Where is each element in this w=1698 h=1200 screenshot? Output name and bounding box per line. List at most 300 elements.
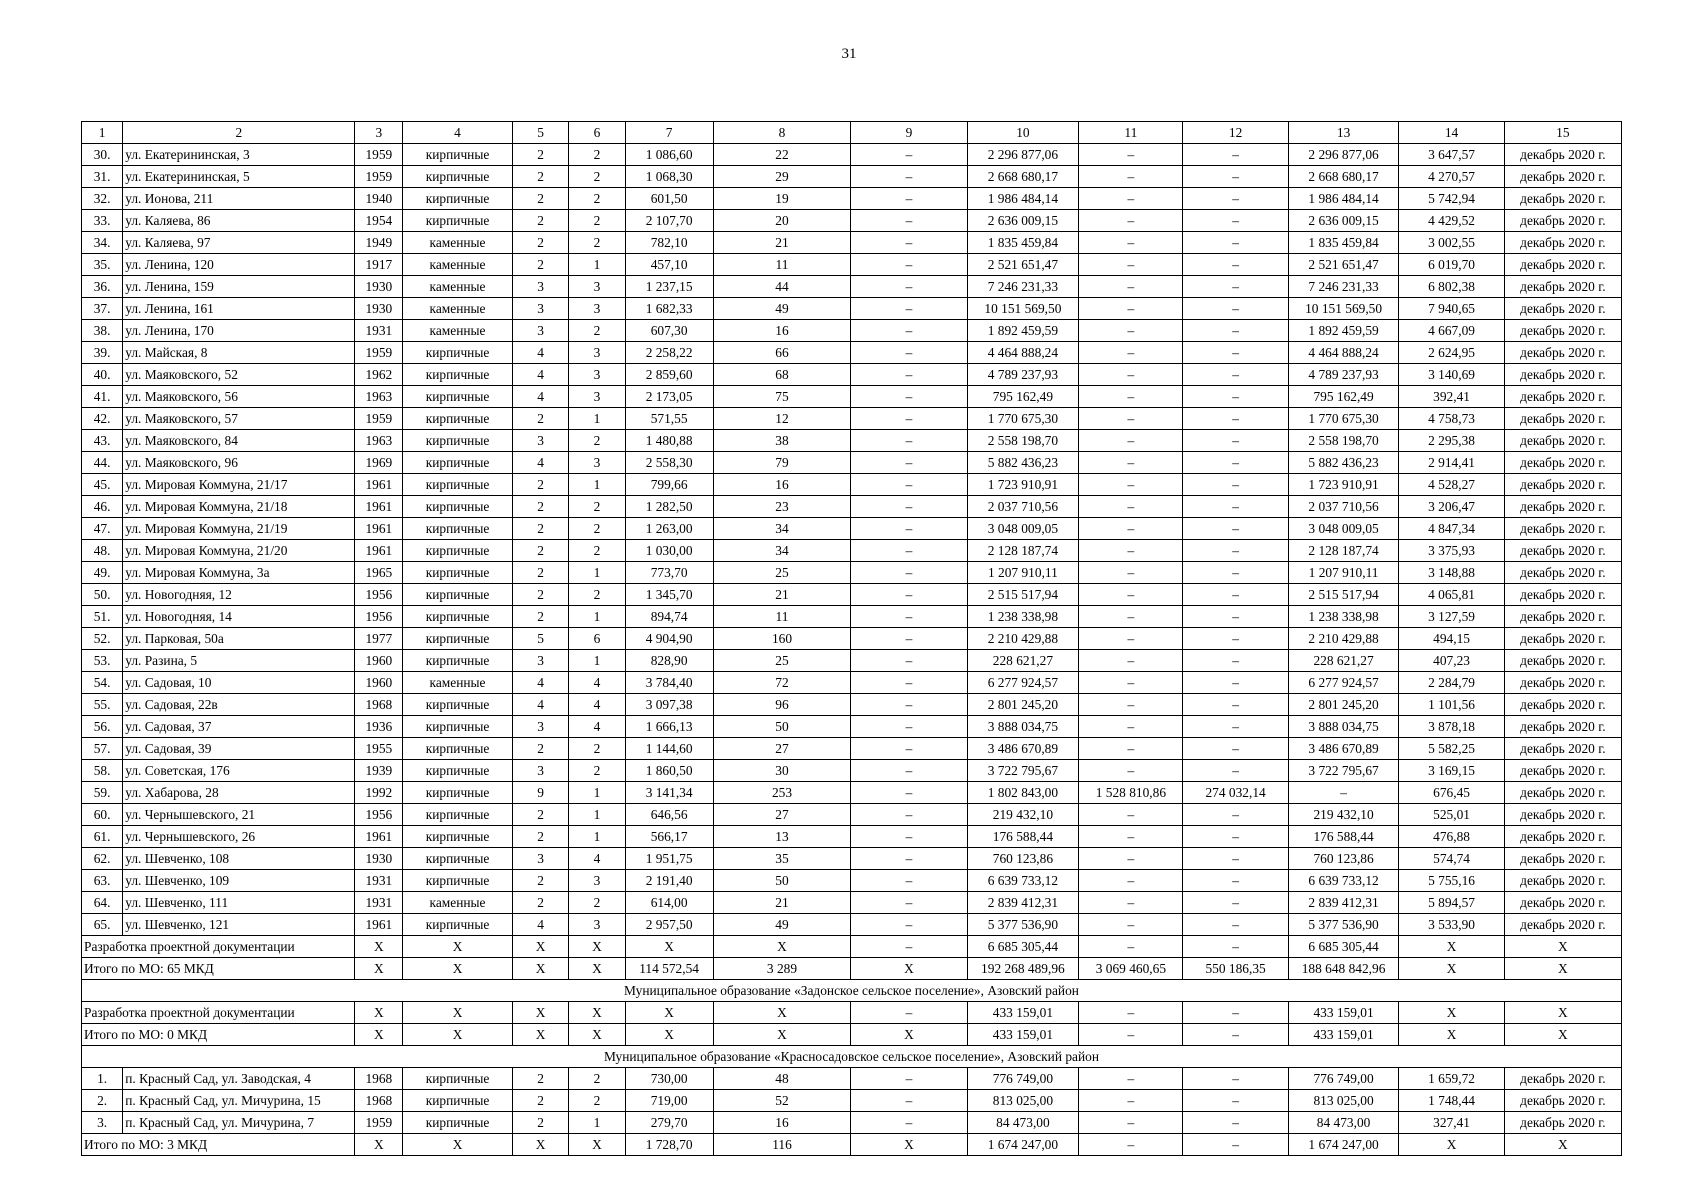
summary-row xyxy=(82,958,1622,980)
table-cell: 3 xyxy=(512,650,568,672)
table-cell: кирпичные xyxy=(403,650,513,672)
table-cell: 1956 xyxy=(355,804,403,826)
table-cell: 19 xyxy=(713,188,851,210)
table-cell: X xyxy=(1504,936,1621,958)
table-cell: – xyxy=(1079,144,1183,166)
summary-row xyxy=(82,1002,1622,1024)
table-cell: 3 xyxy=(569,276,625,298)
table-cell: 566,17 xyxy=(625,826,713,848)
table-cell: – xyxy=(1079,364,1183,386)
table-cell: – xyxy=(1079,452,1183,474)
table-cell: 776 749,00 xyxy=(967,1068,1079,1090)
table-cell: кирпичные xyxy=(403,870,513,892)
table-cell: 5 377 536,90 xyxy=(1288,914,1399,936)
table-cell: 3 xyxy=(512,760,568,782)
table-cell: 12 xyxy=(713,408,851,430)
table-cell: 2 xyxy=(569,430,625,452)
table-cell: 2 914,41 xyxy=(1399,452,1504,474)
row-number: 32. xyxy=(82,188,123,210)
table-cell: X xyxy=(625,1002,713,1024)
table-row xyxy=(82,826,1622,848)
row-number: 39. xyxy=(82,342,123,364)
summary-row xyxy=(82,1024,1622,1046)
table-cell: кирпичные xyxy=(403,782,513,804)
table-cell: 2 107,70 xyxy=(625,210,713,232)
address-cell: ул. Екатерининская, 5 xyxy=(123,166,355,188)
table-cell: 2 xyxy=(569,518,625,540)
row-number: 41. xyxy=(82,386,123,408)
table-cell: 2 128 187,74 xyxy=(1288,540,1399,562)
table-cell: 1968 xyxy=(355,1090,403,1112)
table-cell: 1 207 910,11 xyxy=(1288,562,1399,584)
row-number: 33. xyxy=(82,210,123,232)
table-cell: 782,10 xyxy=(625,232,713,254)
table-cell: 96 xyxy=(713,694,851,716)
table-cell: – xyxy=(851,408,967,430)
table-cell: – xyxy=(851,166,967,188)
table-cell: декабрь 2020 г. xyxy=(1504,430,1621,452)
table-cell: – xyxy=(1183,408,1288,430)
table-cell: 4 xyxy=(512,364,568,386)
table-cell: – xyxy=(851,738,967,760)
table-cell: 2 668 680,17 xyxy=(1288,166,1399,188)
table-cell: 5 882 436,23 xyxy=(967,452,1079,474)
table-cell: – xyxy=(851,1002,967,1024)
table-cell: 35 xyxy=(713,848,851,870)
table-cell: – xyxy=(851,562,967,584)
table-cell: 1965 xyxy=(355,562,403,584)
table-cell: 2 xyxy=(512,1112,568,1134)
table-cell: 10 151 569,50 xyxy=(967,298,1079,320)
table-cell: 3 486 670,89 xyxy=(1288,738,1399,760)
table-cell: 2 xyxy=(512,144,568,166)
table-cell: декабрь 2020 г. xyxy=(1504,738,1621,760)
table-cell: декабрь 2020 г. xyxy=(1504,452,1621,474)
row-number: 51. xyxy=(82,606,123,628)
table-body xyxy=(82,144,1622,1156)
table-cell: 1961 xyxy=(355,474,403,496)
table-cell: – xyxy=(1079,738,1183,760)
table-cell: 1 480,88 xyxy=(625,430,713,452)
table-row xyxy=(82,320,1622,342)
table-cell: 813 025,00 xyxy=(1288,1090,1399,1112)
table-cell: 2 173,05 xyxy=(625,386,713,408)
table-cell: 476,88 xyxy=(1399,826,1504,848)
table-cell: – xyxy=(851,320,967,342)
address-cell: ул. Маяковского, 52 xyxy=(123,364,355,386)
table-cell: декабрь 2020 г. xyxy=(1504,276,1621,298)
table-cell: декабрь 2020 г. xyxy=(1504,144,1621,166)
table-cell: 2 xyxy=(569,584,625,606)
table-cell: кирпичные xyxy=(403,716,513,738)
row-number: 45. xyxy=(82,474,123,496)
table-cell: 1962 xyxy=(355,364,403,386)
table-row xyxy=(82,188,1622,210)
table-cell: 550 186,35 xyxy=(1183,958,1288,980)
table-cell: декабрь 2020 г. xyxy=(1504,672,1621,694)
table-cell: – xyxy=(1079,804,1183,826)
table-cell: X xyxy=(713,936,851,958)
table-cell: – xyxy=(1079,320,1183,342)
table-cell: 719,00 xyxy=(625,1090,713,1112)
table-cell: 1 659,72 xyxy=(1399,1068,1504,1090)
table-cell: – xyxy=(851,892,967,914)
table-cell: – xyxy=(1183,848,1288,870)
table-row xyxy=(82,1090,1622,1112)
table-cell: – xyxy=(851,496,967,518)
table-cell: – xyxy=(1079,166,1183,188)
table-cell: 2 801 245,20 xyxy=(1288,694,1399,716)
table-cell: – xyxy=(851,584,967,606)
table-cell: 3 002,55 xyxy=(1399,232,1504,254)
table-cell: 2 284,79 xyxy=(1399,672,1504,694)
table-cell: 3 127,59 xyxy=(1399,606,1504,628)
table-cell: 5 882 436,23 xyxy=(1288,452,1399,474)
table-cell: – xyxy=(1079,1134,1183,1156)
table-cell: 392,41 xyxy=(1399,386,1504,408)
table-cell: 2 xyxy=(569,540,625,562)
table-cell: кирпичные xyxy=(403,386,513,408)
table-row xyxy=(82,716,1622,738)
table-cell: 4 904,90 xyxy=(625,628,713,650)
summary-row xyxy=(82,1134,1622,1156)
table-cell: 1 802 843,00 xyxy=(967,782,1079,804)
table-cell: кирпичные xyxy=(403,914,513,936)
table-cell: – xyxy=(1079,210,1183,232)
address-cell: ул. Ленина, 161 xyxy=(123,298,355,320)
table-cell: 433 159,01 xyxy=(1288,1002,1399,1024)
row-number: 57. xyxy=(82,738,123,760)
table-cell: X xyxy=(1399,936,1504,958)
table-cell: 2 xyxy=(512,518,568,540)
table-cell: 1 xyxy=(569,782,625,804)
table-cell: – xyxy=(851,914,967,936)
column-header-10: 10 xyxy=(967,122,1079,144)
table-cell: 2 xyxy=(512,826,568,848)
table-cell: 494,15 xyxy=(1399,628,1504,650)
address-cell: п. Красный Сад, ул. Заводская, 4 xyxy=(123,1068,355,1090)
section-title: Муниципальное образование «Красносадовское сельское поселение», Азовский район xyxy=(82,1046,1622,1068)
table-cell: – xyxy=(1183,606,1288,628)
table-cell: 3 097,38 xyxy=(625,694,713,716)
table-cell: – xyxy=(851,144,967,166)
table-cell: 1 345,70 xyxy=(625,584,713,606)
table-cell: 75 xyxy=(713,386,851,408)
table-cell: 84 473,00 xyxy=(967,1112,1079,1134)
table-cell: 2 296 877,06 xyxy=(1288,144,1399,166)
table-row xyxy=(82,452,1622,474)
table-cell: – xyxy=(1183,1134,1288,1156)
table-cell: – xyxy=(1183,496,1288,518)
table-cell: 22 xyxy=(713,144,851,166)
table-cell: 2 668 680,17 xyxy=(967,166,1079,188)
table-cell: – xyxy=(1079,1090,1183,1112)
table-cell: – xyxy=(1183,144,1288,166)
table-cell: 3 xyxy=(512,430,568,452)
table-row xyxy=(82,914,1622,936)
table-cell: 2 xyxy=(512,210,568,232)
table-cell: 773,70 xyxy=(625,562,713,584)
address-cell: ул. Ионова, 211 xyxy=(123,188,355,210)
table-cell: декабрь 2020 г. xyxy=(1504,298,1621,320)
table-cell: – xyxy=(1079,386,1183,408)
table-cell: декабрь 2020 г. xyxy=(1504,1112,1621,1134)
table-cell: 228 621,27 xyxy=(967,650,1079,672)
table-cell: X xyxy=(569,1024,625,1046)
column-header-4: 4 xyxy=(403,122,513,144)
table-cell: X xyxy=(569,936,625,958)
table-cell: 5 377 536,90 xyxy=(967,914,1079,936)
table-cell: – xyxy=(851,232,967,254)
table-cell: 2 515 517,94 xyxy=(1288,584,1399,606)
table-cell: 646,56 xyxy=(625,804,713,826)
table-cell: – xyxy=(1183,1002,1288,1024)
table-cell: – xyxy=(851,848,967,870)
table-cell: 3 xyxy=(569,452,625,474)
table-cell: 1931 xyxy=(355,870,403,892)
table-cell: 2 xyxy=(512,232,568,254)
table-cell: 3 xyxy=(569,342,625,364)
table-cell: 1977 xyxy=(355,628,403,650)
table-cell: 1 xyxy=(569,1112,625,1134)
column-header-14: 14 xyxy=(1399,122,1504,144)
table-cell: 5 755,16 xyxy=(1399,870,1504,892)
table-cell: каменные xyxy=(403,276,513,298)
table-cell: декабрь 2020 г. xyxy=(1504,408,1621,430)
row-number: 35. xyxy=(82,254,123,276)
table-cell: 1959 xyxy=(355,144,403,166)
table-row xyxy=(82,760,1622,782)
address-cell: п. Красный Сад, ул. Мичурина, 15 xyxy=(123,1090,355,1112)
table-cell: 3 888 034,75 xyxy=(967,716,1079,738)
table-cell: 2 xyxy=(512,408,568,430)
table-cell: декабрь 2020 г. xyxy=(1504,760,1621,782)
table-cell: 1960 xyxy=(355,650,403,672)
table-cell: X xyxy=(403,1024,513,1046)
table-cell: 1992 xyxy=(355,782,403,804)
table-cell: – xyxy=(1183,232,1288,254)
table-cell: 114 572,54 xyxy=(625,958,713,980)
table-cell: кирпичные xyxy=(403,540,513,562)
table-cell: кирпичные xyxy=(403,364,513,386)
table-cell: 34 xyxy=(713,518,851,540)
summary-row xyxy=(82,936,1622,958)
table-cell: 1956 xyxy=(355,606,403,628)
table-cell: – xyxy=(1183,452,1288,474)
table-row xyxy=(82,672,1622,694)
table-cell: – xyxy=(1079,848,1183,870)
table-cell: – xyxy=(1079,760,1183,782)
data-table xyxy=(81,121,1622,1156)
table-cell: 776 749,00 xyxy=(1288,1068,1399,1090)
table-cell: – xyxy=(1079,474,1183,496)
table-cell: 1 101,56 xyxy=(1399,694,1504,716)
table-cell: – xyxy=(851,540,967,562)
table-cell: 2 xyxy=(569,144,625,166)
table-cell: декабрь 2020 г. xyxy=(1504,892,1621,914)
table-cell: – xyxy=(851,1068,967,1090)
table-cell: – xyxy=(1183,386,1288,408)
table-cell: 2 636 009,15 xyxy=(1288,210,1399,232)
table-cell: – xyxy=(1079,606,1183,628)
table-cell: 1960 xyxy=(355,672,403,694)
column-header-12: 12 xyxy=(1183,122,1288,144)
address-cell: ул. Новогодняя, 14 xyxy=(123,606,355,628)
table-cell: X xyxy=(1399,1134,1504,1156)
summary-label: Итого по МО: 0 МКД xyxy=(82,1024,355,1046)
table-cell: 1930 xyxy=(355,848,403,870)
table-cell: 49 xyxy=(713,298,851,320)
table-cell: 1 030,00 xyxy=(625,540,713,562)
table-cell: кирпичные xyxy=(403,430,513,452)
table-cell: 571,55 xyxy=(625,408,713,430)
table-cell: декабрь 2020 г. xyxy=(1504,254,1621,276)
table-cell: – xyxy=(1183,694,1288,716)
table-row xyxy=(82,166,1622,188)
table-cell: – xyxy=(1183,298,1288,320)
address-cell: ул. Ленина, 120 xyxy=(123,254,355,276)
table-cell: 21 xyxy=(713,584,851,606)
address-cell: ул. Советская, 176 xyxy=(123,760,355,782)
table-cell: 614,00 xyxy=(625,892,713,914)
table-cell: 795 162,49 xyxy=(1288,386,1399,408)
table-cell: 3 722 795,67 xyxy=(1288,760,1399,782)
table-cell: – xyxy=(1183,276,1288,298)
table-cell: каменные xyxy=(403,320,513,342)
row-number: 3. xyxy=(82,1112,123,1134)
table-cell: 1 528 810,86 xyxy=(1079,782,1183,804)
row-number: 34. xyxy=(82,232,123,254)
table-cell: 1 770 675,30 xyxy=(1288,408,1399,430)
table-cell: – xyxy=(1079,408,1183,430)
table-cell: – xyxy=(1183,1090,1288,1112)
row-number: 56. xyxy=(82,716,123,738)
table-cell: 1 207 910,11 xyxy=(967,562,1079,584)
table-cell: 11 xyxy=(713,254,851,276)
table-cell: – xyxy=(1079,694,1183,716)
section-header-row xyxy=(82,1046,1622,1068)
column-header-1: 1 xyxy=(82,122,123,144)
address-cell: п. Красный Сад, ул. Мичурина, 7 xyxy=(123,1112,355,1134)
table-cell: – xyxy=(1079,1024,1183,1046)
address-cell: ул. Чернышевского, 21 xyxy=(123,804,355,826)
table-cell: 3 xyxy=(512,848,568,870)
table-cell: кирпичные xyxy=(403,408,513,430)
address-cell: ул. Разина, 5 xyxy=(123,650,355,672)
table-cell: X xyxy=(1504,1024,1621,1046)
table-cell: декабрь 2020 г. xyxy=(1504,716,1621,738)
table-cell: 4 xyxy=(512,386,568,408)
address-cell: ул. Шевченко, 121 xyxy=(123,914,355,936)
table-cell: 3 069 460,65 xyxy=(1079,958,1183,980)
table-cell: 1961 xyxy=(355,826,403,848)
table-cell: кирпичные xyxy=(403,166,513,188)
table-cell: 3 533,90 xyxy=(1399,914,1504,936)
table-cell: 1968 xyxy=(355,1068,403,1090)
address-cell: ул. Чернышевского, 26 xyxy=(123,826,355,848)
table-cell: 2 xyxy=(512,474,568,496)
table-cell: X xyxy=(1399,1024,1504,1046)
table-row xyxy=(82,298,1622,320)
table-cell: декабрь 2020 г. xyxy=(1504,650,1621,672)
section-header-row xyxy=(82,980,1622,1002)
summary-label: Разработка проектной документации xyxy=(82,936,355,958)
table-cell: 676,45 xyxy=(1399,782,1504,804)
table-cell: 27 xyxy=(713,738,851,760)
table-cell: 1 xyxy=(569,826,625,848)
table-cell: 4 847,34 xyxy=(1399,518,1504,540)
table-cell: – xyxy=(1079,1068,1183,1090)
table-cell: – xyxy=(1079,936,1183,958)
table-cell: – xyxy=(1183,892,1288,914)
table-cell: X xyxy=(403,1134,513,1156)
table-row xyxy=(82,386,1622,408)
table-cell: кирпичные xyxy=(403,804,513,826)
table-cell: – xyxy=(1079,518,1183,540)
table-cell: 433 159,01 xyxy=(967,1002,1079,1024)
table-cell: – xyxy=(1183,1024,1288,1046)
table-cell: 1 986 484,14 xyxy=(1288,188,1399,210)
table-cell: 1 666,13 xyxy=(625,716,713,738)
table-cell: 176 588,44 xyxy=(1288,826,1399,848)
table-cell: 2 521 651,47 xyxy=(967,254,1079,276)
table-cell: – xyxy=(851,188,967,210)
table-row xyxy=(82,540,1622,562)
table-cell: 4 464 888,24 xyxy=(1288,342,1399,364)
table-cell: декабрь 2020 г. xyxy=(1504,782,1621,804)
table-cell: 6 019,70 xyxy=(1399,254,1504,276)
table-cell: декабрь 2020 г. xyxy=(1504,496,1621,518)
table-cell: – xyxy=(1079,650,1183,672)
table-cell: X xyxy=(1399,958,1504,980)
table-cell: – xyxy=(851,936,967,958)
table-cell: 3 486 670,89 xyxy=(967,738,1079,760)
table-cell: декабрь 2020 г. xyxy=(1504,584,1621,606)
table-cell: X xyxy=(512,1002,568,1024)
table-cell: каменные xyxy=(403,232,513,254)
table-cell: декабрь 2020 г. xyxy=(1504,1068,1621,1090)
table-cell: X xyxy=(569,1002,625,1024)
table-cell: кирпичные xyxy=(403,826,513,848)
summary-label: Разработка проектной документации xyxy=(82,1002,355,1024)
table-cell: декабрь 2020 г. xyxy=(1504,210,1621,232)
table-cell: – xyxy=(1079,496,1183,518)
table-cell: X xyxy=(851,1134,967,1156)
row-number: 60. xyxy=(82,804,123,826)
table-cell: 1917 xyxy=(355,254,403,276)
table-cell: – xyxy=(1183,210,1288,232)
table-cell: кирпичные xyxy=(403,738,513,760)
table-cell: 1 xyxy=(569,650,625,672)
table-cell: 1 238 338,98 xyxy=(1288,606,1399,628)
address-cell: ул. Мировая Коммуна, 3а xyxy=(123,562,355,584)
table-cell: 1 835 459,84 xyxy=(967,232,1079,254)
table-cell: 2 128 187,74 xyxy=(967,540,1079,562)
table-cell: – xyxy=(1183,474,1288,496)
table-cell: 1 748,44 xyxy=(1399,1090,1504,1112)
table-cell: декабрь 2020 г. xyxy=(1504,826,1621,848)
table-cell: кирпичные xyxy=(403,342,513,364)
table-cell: 1931 xyxy=(355,320,403,342)
table-cell: X xyxy=(851,1024,967,1046)
table-cell: 1 723 910,91 xyxy=(1288,474,1399,496)
summary-label: Итого по МО: 65 МКД xyxy=(82,958,355,980)
table-cell: 433 159,01 xyxy=(967,1024,1079,1046)
table-cell: кирпичные xyxy=(403,694,513,716)
table-cell: X xyxy=(403,1002,513,1024)
table-row xyxy=(82,694,1622,716)
table-cell: – xyxy=(851,782,967,804)
